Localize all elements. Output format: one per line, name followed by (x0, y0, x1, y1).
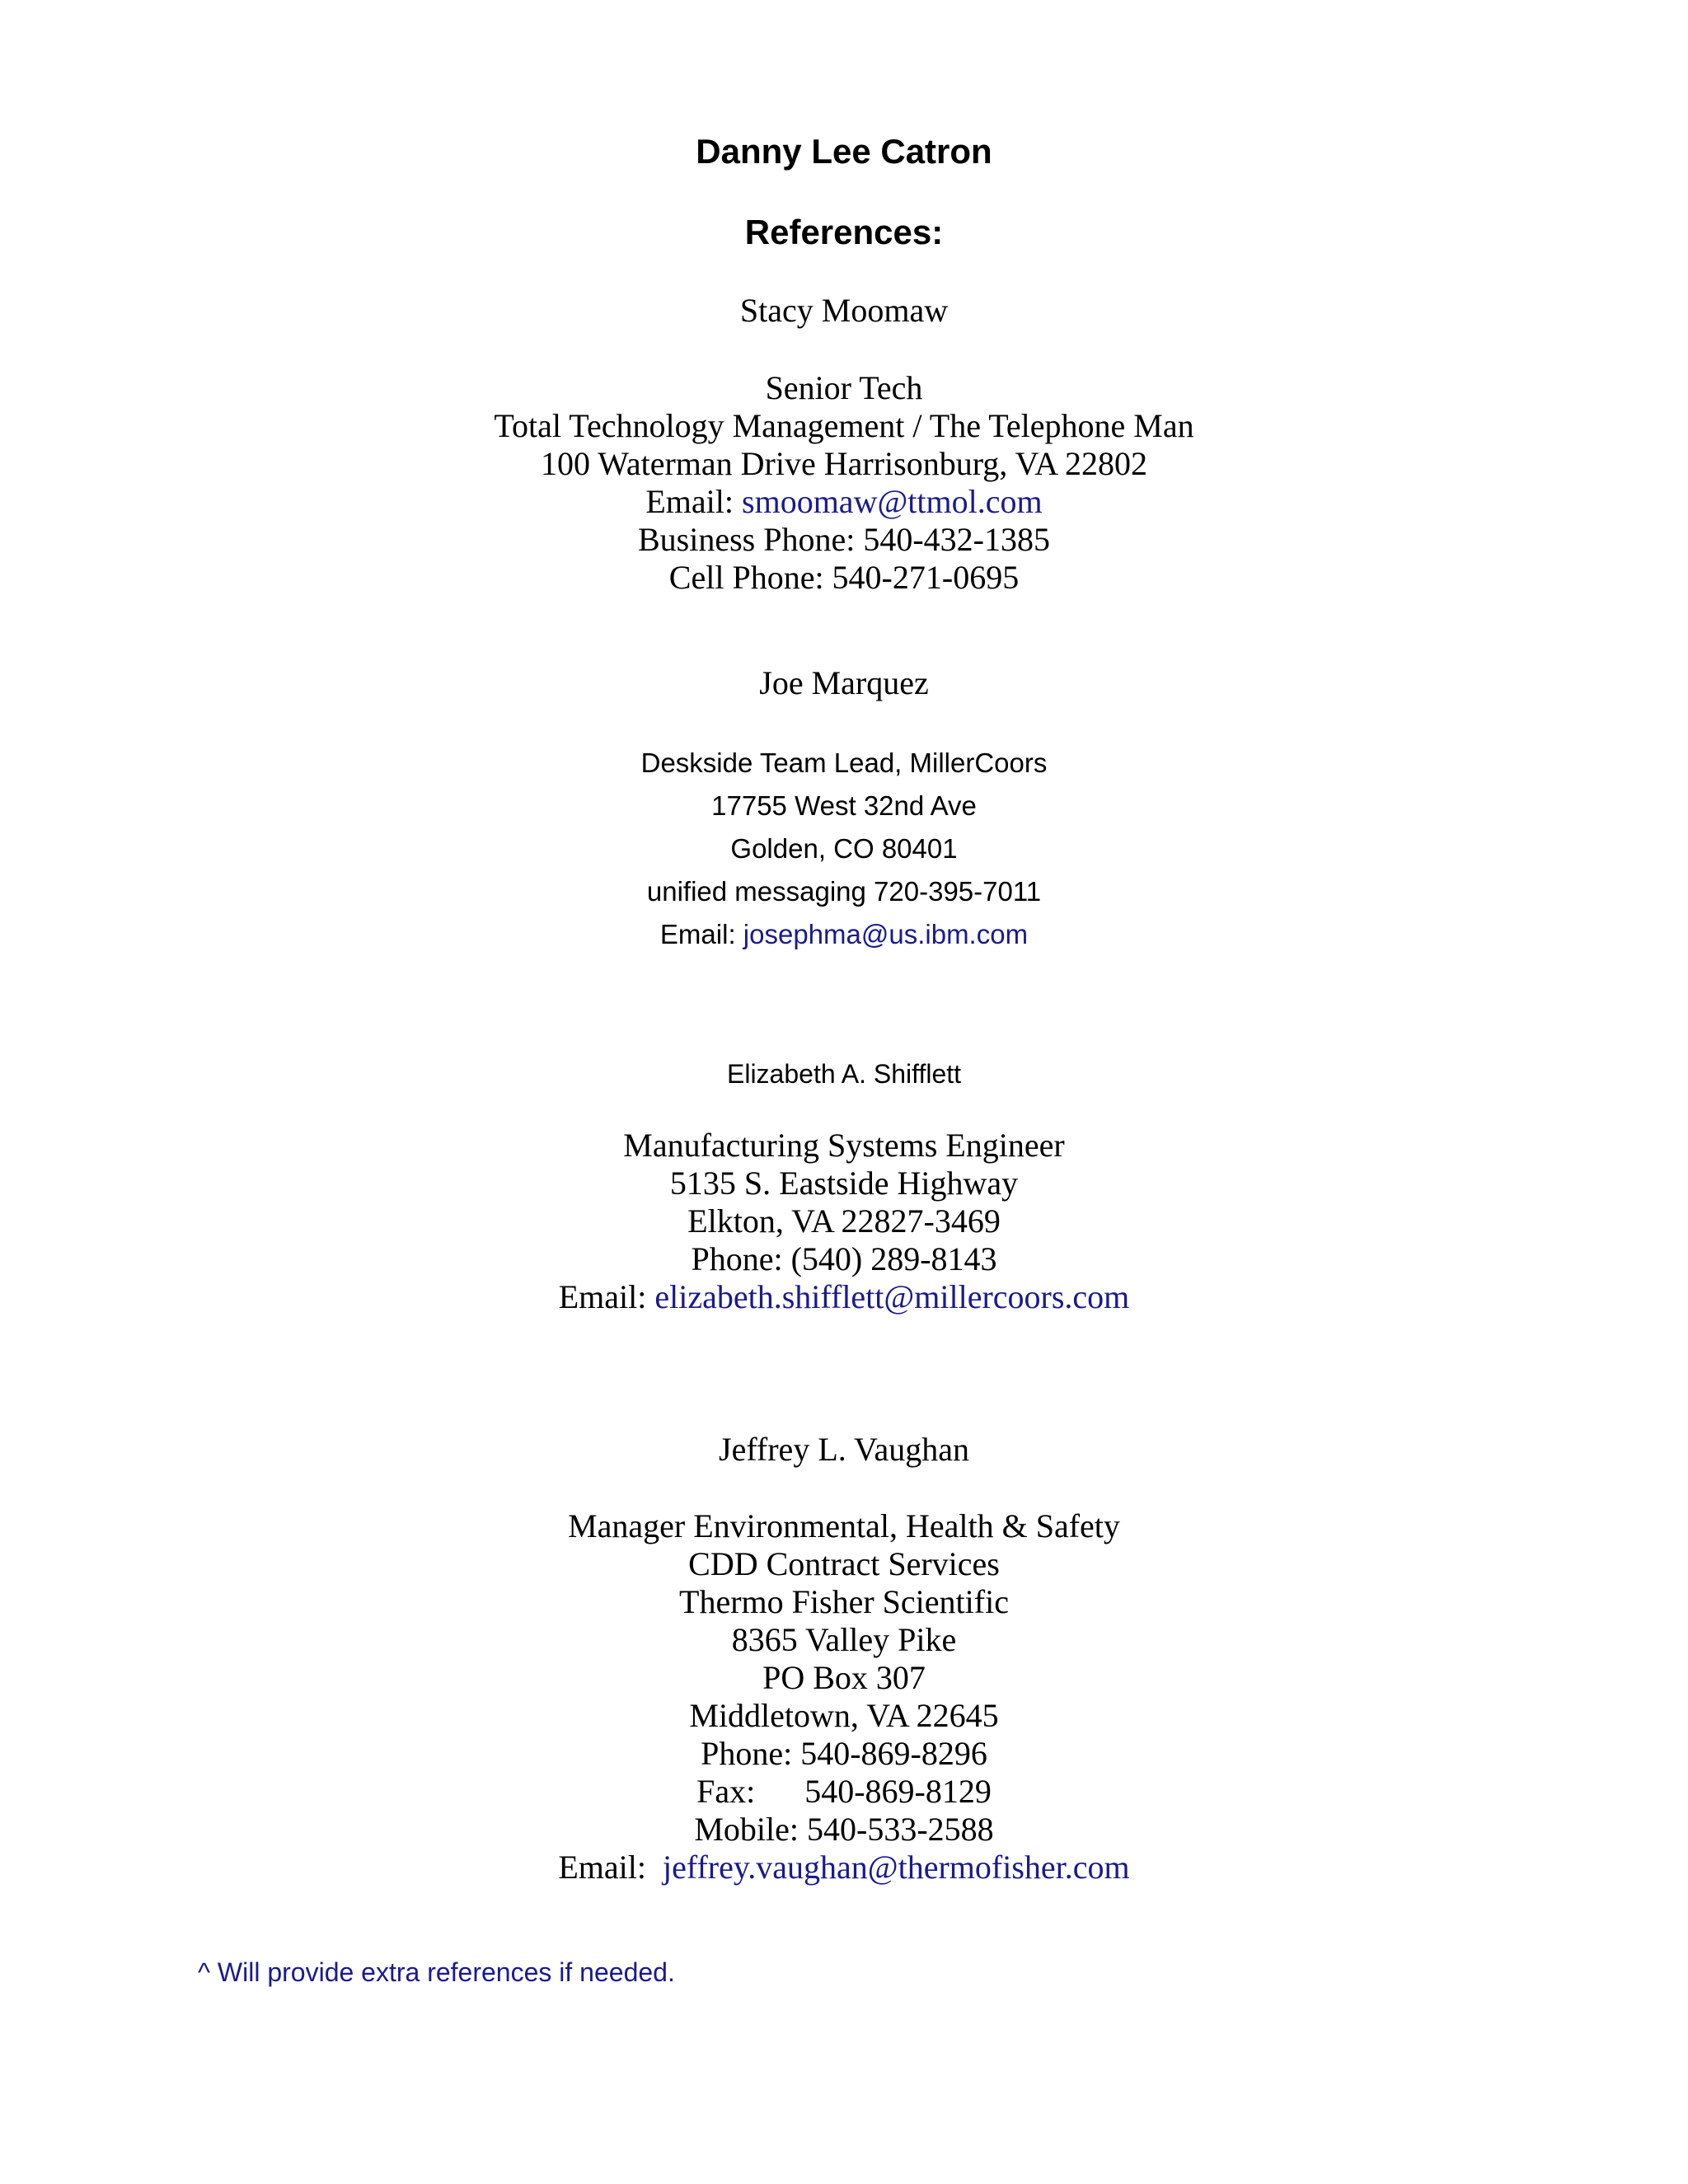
reference-4-phone: Phone: 540-869-8296 (701, 1735, 987, 1772)
reference-4-company: Thermo Fisher Scientific (679, 1583, 1009, 1620)
reference-3-email-label: Email: (558, 1278, 655, 1315)
references-heading: References: (744, 213, 944, 251)
reference-3-street: 5135 S. Eastside Highway (669, 1165, 1019, 1202)
reference-4-city: Middletown, VA 22645 (689, 1697, 999, 1734)
reference-3-name-block (0, 1057, 1688, 1090)
reference-1-email-label: Email: (645, 483, 743, 520)
reference-3-phone: Phone: (540) 289-8143 (691, 1240, 997, 1277)
reference-3-details (0, 1127, 1688, 1316)
reference-2-street: 17755 West 32nd Ave (711, 790, 977, 821)
reference-1-name-block (0, 292, 1688, 330)
reference-2-name: Joe Marquez (759, 664, 929, 701)
reference-4-title: Manager Environmental, Health & Safety (568, 1507, 1120, 1544)
reference-3-city: Elkton, VA 22827-3469 (687, 1202, 1001, 1240)
reference-3-name: Elizabeth A. Shifflett (726, 1059, 962, 1089)
reference-3-email-link[interactable]: elizabeth.shifflett@millercoors.com (654, 1278, 1130, 1315)
reference-3-title: Manufacturing Systems Engineer (623, 1127, 1065, 1164)
reference-1-email-line (0, 483, 1688, 521)
reference-1-title: Senior Tech (765, 369, 923, 406)
reference-2-email-link[interactable]: josephma@us.ibm.com (743, 919, 1029, 949)
reference-2-title: Deskside Team Lead, MillerCoors (640, 748, 1048, 778)
reference-1-details (0, 369, 1688, 597)
reference-4-street: 8365 Valley Pike (731, 1621, 957, 1658)
footer-note: ^ Will provide extra references if needed. (198, 1957, 675, 1987)
reference-4-email-link[interactable]: jeffrey.vaughan@thermofisher.com (663, 1849, 1130, 1886)
reference-2-email-line (0, 913, 1688, 956)
candidate-name: Danny Lee Catron (696, 132, 992, 171)
reference-4-po-box: PO Box 307 (762, 1659, 926, 1696)
reference-4-mobile: Mobile: 540-533-2588 (694, 1811, 994, 1848)
reference-2-email-label: Email: (659, 919, 743, 949)
reference-1-email-link[interactable]: smoomaw@ttmol.com (742, 483, 1043, 520)
reference-2-phone: unified messaging 720-395-7011 (646, 876, 1042, 907)
reference-4-email-label: Email: (558, 1849, 663, 1886)
reference-3-email-line (0, 1278, 1688, 1316)
reference-1-cell-phone: Cell Phone: 540-271-0695 (668, 559, 1020, 596)
reference-4-details (0, 1507, 1688, 1886)
reference-4-fax: Fax: 540-869-8129 (696, 1773, 992, 1810)
reference-1-business-phone: Business Phone: 540-432-1385 (638, 521, 1050, 558)
reference-1-name: Stacy Moomaw (739, 292, 949, 329)
reference-4-name-block (0, 1431, 1688, 1469)
reference-2-details (0, 742, 1688, 956)
reference-4-name: Jeffrey L. Vaughan (719, 1431, 969, 1468)
reference-4-department: CDD Contract Services (688, 1545, 1000, 1582)
reference-2-city: Golden, CO 80401 (730, 833, 958, 864)
reference-1-address: 100 Waterman Drive Harrisonburg, VA 22802 (541, 445, 1147, 482)
reference-1-company: Total Technology Management / The Telephone Man (494, 407, 1194, 444)
reference-2-name-block (0, 664, 1688, 702)
reference-4-email-line (0, 1849, 1688, 1886)
